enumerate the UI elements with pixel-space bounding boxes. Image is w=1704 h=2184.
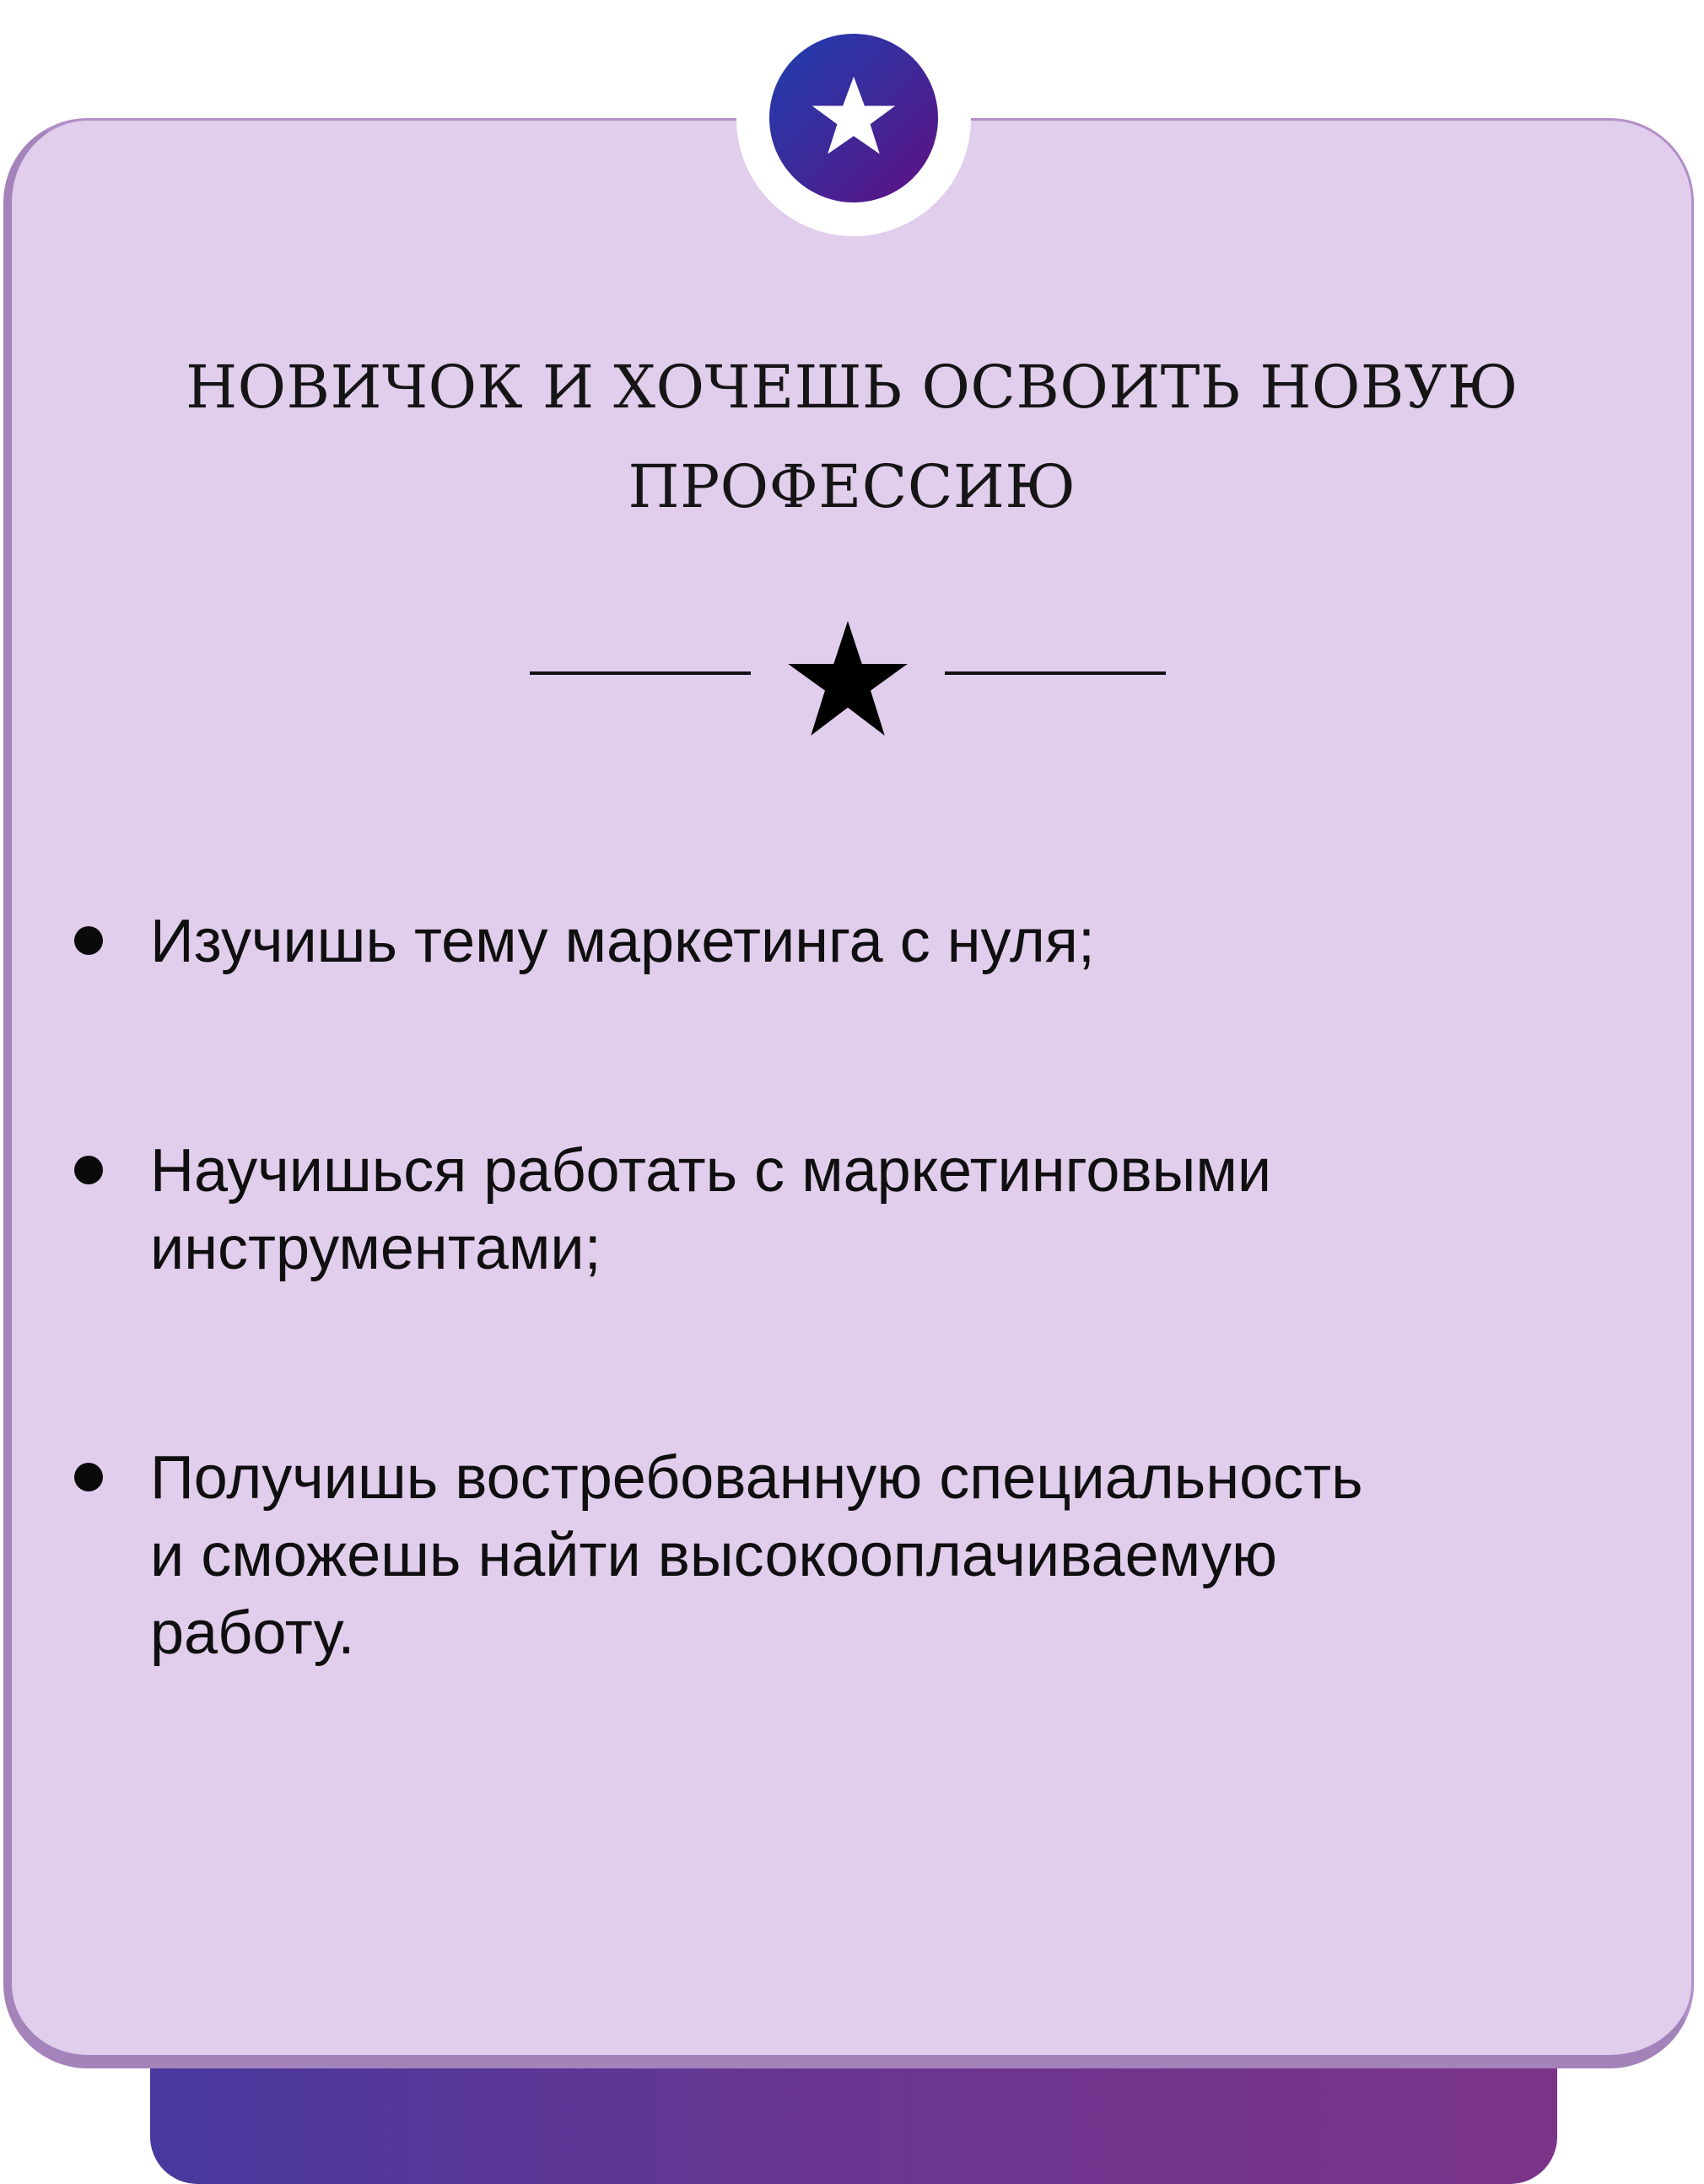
list-item-text: инструментами; (150, 1215, 601, 1282)
divider-line-right (945, 671, 1166, 675)
bullet-dot (74, 1463, 103, 1491)
list-item (150, 903, 1635, 980)
list-item-text: работу. (150, 1599, 355, 1667)
list-item (150, 1132, 1635, 1287)
list-item-text: Научишься работать с маркетинговыми (150, 1137, 1272, 1205)
bullet-dot (74, 926, 103, 955)
star-icon (788, 621, 908, 736)
page-title (84, 337, 1620, 537)
list-item-text: и сможешь найти высокооплачиваемую (150, 1522, 1277, 1589)
list-item-text: Изучишь тему маркетинга с нуля; (150, 908, 1095, 975)
star-icon (806, 71, 901, 165)
title-line-1: НОВИЧОК И ХОЧЕШЬ ОСВОИТЬ НОВУЮ (186, 353, 1518, 422)
title-line-2: ПРОФЕССИЮ (628, 452, 1076, 521)
list-item (150, 1439, 1635, 1672)
list-item-text: Получишь востребованную специальность (150, 1444, 1363, 1512)
divider-line-left (530, 671, 751, 675)
bullet-dot (74, 1156, 103, 1184)
star-badge (769, 34, 938, 202)
